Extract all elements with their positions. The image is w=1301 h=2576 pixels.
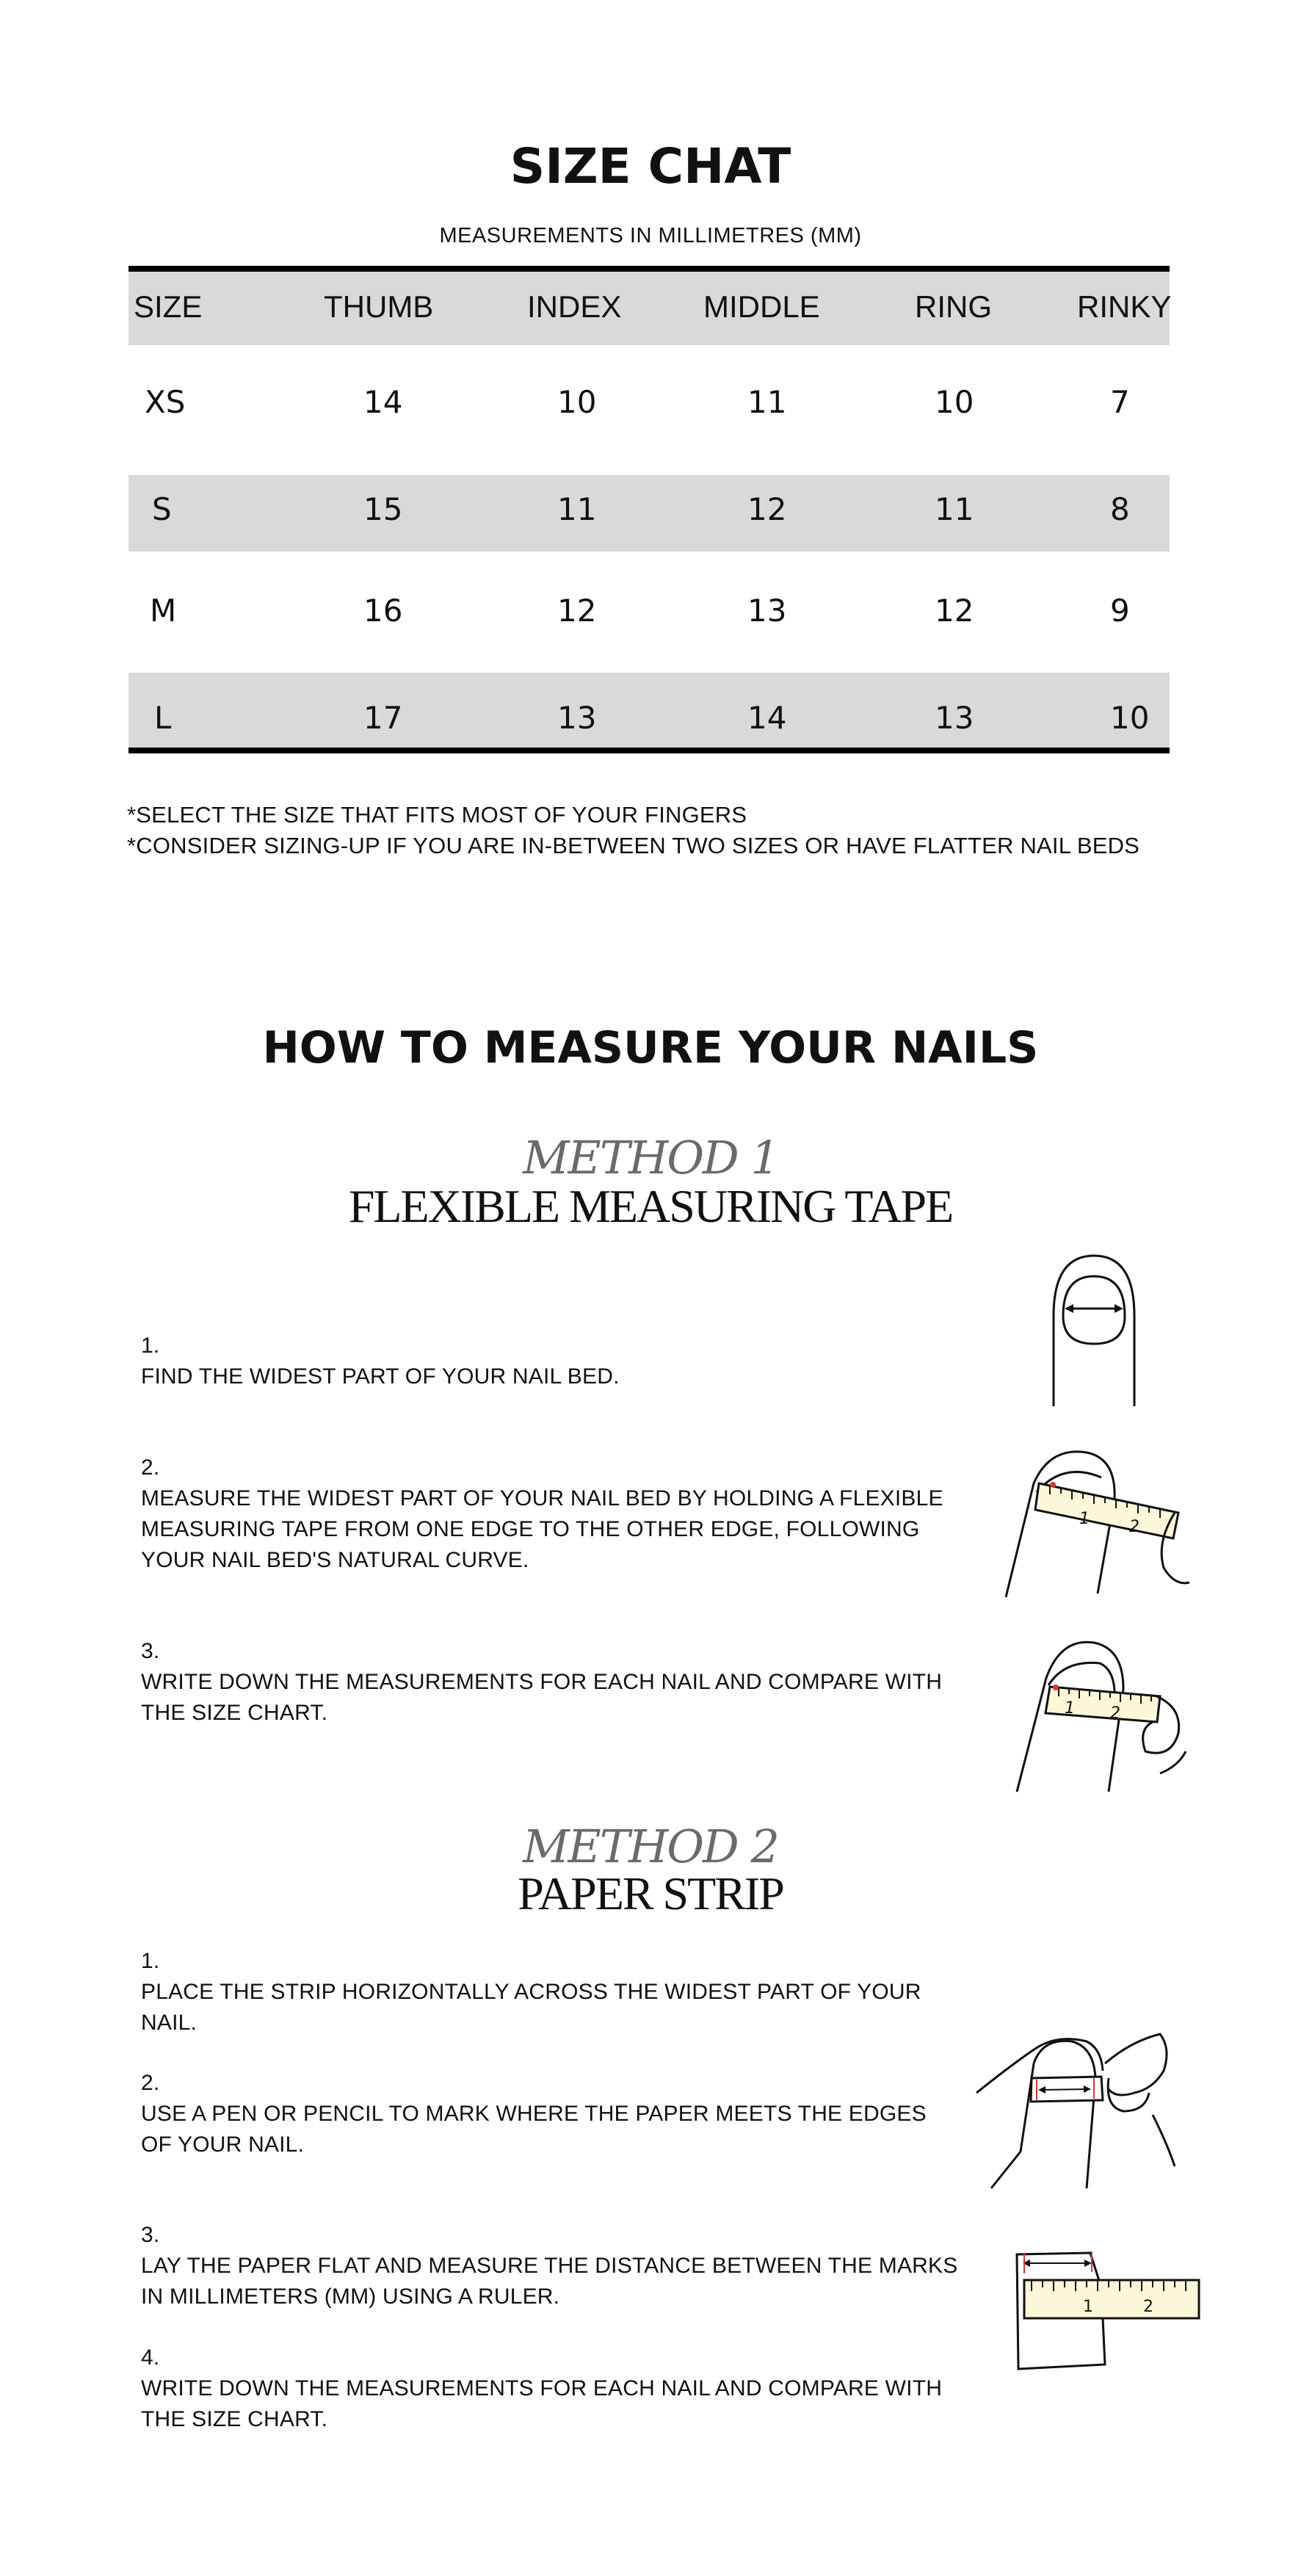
table-cell: 11 bbox=[935, 491, 974, 527]
step-number: 1. bbox=[141, 1949, 160, 1973]
table-cell: XS bbox=[145, 384, 186, 420]
col-header-size: SIZE bbox=[134, 289, 203, 324]
table-bottom-rule bbox=[128, 748, 1170, 753]
col-header-index: INDEX bbox=[527, 289, 622, 324]
table-cell: 10 bbox=[557, 384, 597, 420]
step-number: 2. bbox=[141, 1455, 160, 1480]
tape-around-finger-illustration bbox=[999, 1439, 1189, 1601]
paper-strip-on-nail-illustration bbox=[976, 2019, 1189, 2188]
step-text: LAY THE PAPER FLAT AND MEASURE THE DISTANCE BETWEEN THE MARKS IN MILLIMETERS (MM) USING A RULER. bbox=[141, 2254, 958, 2309]
col-header-middle: MIDDLE bbox=[703, 289, 820, 324]
finger-nail-width-illustration bbox=[1028, 1248, 1160, 1410]
table-cell: 11 bbox=[557, 491, 597, 527]
table-cell: 15 bbox=[363, 491, 403, 527]
method2-name: PAPER STRIP bbox=[518, 1867, 783, 1920]
ruler-label-1: 1 bbox=[1065, 1699, 1075, 1718]
ruler-label-1: 1 bbox=[1083, 2298, 1093, 2316]
table-cell: 13 bbox=[935, 700, 974, 736]
method1-name: FLEXIBLE MEASURING TAPE bbox=[348, 1180, 953, 1232]
step-text: PLACE THE STRIP HORIZONTALLY ACROSS THE WIDEST PART OF YOUR NAIL. bbox=[141, 1980, 921, 2035]
method2-step3 bbox=[141, 2220, 963, 2312]
table-cell: 14 bbox=[747, 700, 787, 736]
table-cell: 14 bbox=[363, 384, 403, 420]
method2-step4 bbox=[141, 2342, 963, 2435]
step-text: WRITE DOWN THE MEASUREMENTS FOR EACH NAIL AND COMPARE WITH THE SIZE CHART. bbox=[141, 2376, 943, 2431]
table-cell: 7 bbox=[1110, 384, 1130, 420]
method1-label: METHOD 1 bbox=[523, 1131, 778, 1184]
table-row-band-s bbox=[128, 475, 1170, 551]
table-cell: 13 bbox=[557, 700, 597, 736]
table-cell: 16 bbox=[363, 593, 403, 629]
table-cell: M bbox=[150, 593, 177, 629]
table-cell: 13 bbox=[747, 593, 787, 629]
table-cell: 12 bbox=[747, 491, 787, 527]
table-header-band bbox=[128, 272, 1170, 345]
page-subtitle: MEASUREMENTS IN MILLIMETRES (MM) bbox=[439, 224, 862, 247]
method1-step1 bbox=[141, 1331, 963, 1392]
table-cell: 9 bbox=[1110, 593, 1130, 629]
step-text: USE A PEN OR PENCIL TO MARK WHERE THE PAPER MEETS THE EDGES OF YOUR NAIL. bbox=[141, 2102, 927, 2157]
table-cell: S bbox=[152, 491, 172, 527]
step-number: 3. bbox=[141, 2223, 160, 2247]
step-text: FIND THE WIDEST PART OF YOUR NAIL BED. bbox=[141, 1364, 620, 1389]
method1-step2 bbox=[141, 1452, 963, 1576]
ruler-label-2: 2 bbox=[1143, 2298, 1153, 2316]
col-header-thumb: THUMB bbox=[324, 289, 434, 324]
table-cell: L bbox=[154, 700, 172, 736]
table-cell: 10 bbox=[935, 384, 974, 420]
method2-label: METHOD 2 bbox=[523, 1820, 778, 1873]
step-text: MEASURE THE WIDEST PART OF YOUR NAIL BED BY HOLDING A FLEXIBLE MEASURING TAPE FROM ONE EDGE TO THE OTHER EDGE, FOLLOWING YOUR NAIL BED'S NATURAL CURVE. bbox=[141, 1486, 943, 1572]
col-header-ring: RING bbox=[915, 289, 992, 324]
ruler-label-2: 2 bbox=[1110, 1704, 1120, 1723]
tape-measure-reading-illustration bbox=[1013, 1627, 1189, 1795]
step-number: 1. bbox=[141, 1334, 160, 1358]
method2-step1 bbox=[141, 1946, 963, 2038]
ruler-label-1: 1 bbox=[1079, 1510, 1090, 1528]
table-row-band-l bbox=[128, 673, 1170, 749]
method2-step2 bbox=[141, 2068, 963, 2160]
note-select-size: *SELECT THE SIZE THAT FITS MOST OF YOUR FINGERS bbox=[127, 802, 747, 828]
method1-step3 bbox=[141, 1636, 963, 1729]
paper-strip-ruler-illustration bbox=[1010, 2247, 1200, 2372]
table-cell: 11 bbox=[747, 384, 787, 420]
table-cell: 10 bbox=[1110, 700, 1150, 736]
table-top-rule bbox=[128, 266, 1170, 272]
page-title: SIZE CHAT bbox=[510, 138, 791, 195]
step-number: 2. bbox=[141, 2071, 160, 2095]
note-size-up: *CONSIDER SIZING-UP IF YOU ARE IN-BETWEEN TWO SIZES OR HAVE FLATTER NAIL BEDS bbox=[127, 833, 1140, 858]
col-header-rinky: RINKY bbox=[1077, 289, 1172, 324]
step-number: 4. bbox=[141, 2345, 160, 2370]
table-cell: 8 bbox=[1110, 491, 1130, 527]
step-text: WRITE DOWN THE MEASUREMENTS FOR EACH NAIL AND COMPARE WITH THE SIZE CHART. bbox=[141, 1670, 943, 1725]
ruler-label-2: 2 bbox=[1129, 1518, 1139, 1536]
step-number: 3. bbox=[141, 1639, 160, 1663]
table-cell: 17 bbox=[363, 700, 403, 736]
table-cell: 12 bbox=[935, 593, 974, 629]
table-cell: 12 bbox=[557, 593, 597, 629]
howto-title: HOW TO MEASURE YOUR NAILS bbox=[262, 1022, 1039, 1074]
